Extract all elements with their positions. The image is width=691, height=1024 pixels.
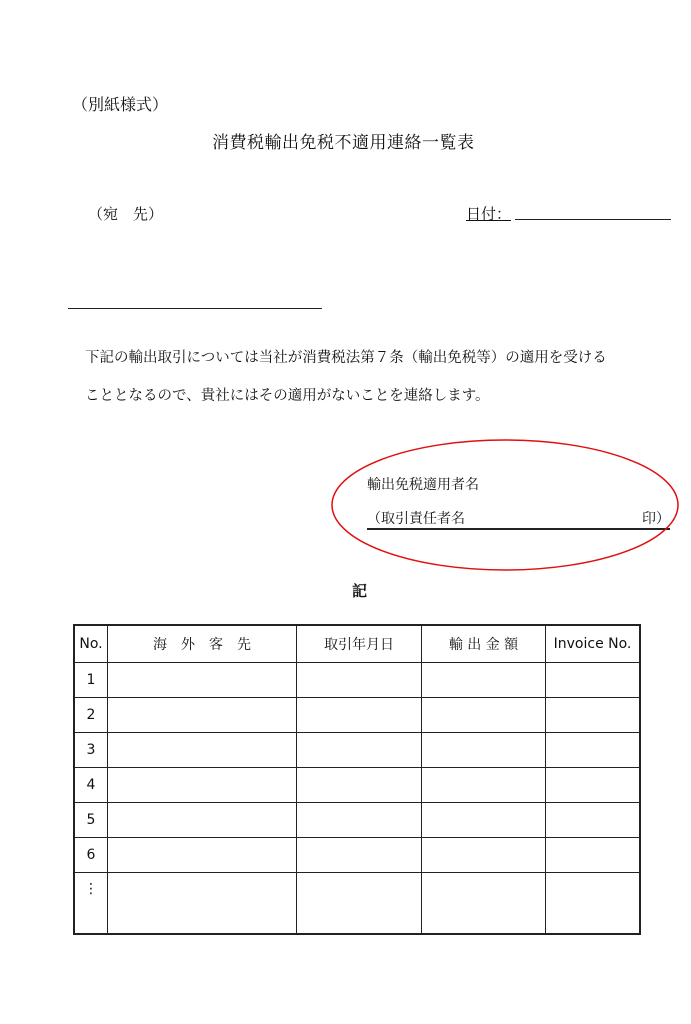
form-type-label: （別紙様式） — [72, 95, 169, 114]
row-number: 2 — [74, 698, 108, 733]
table-cell[interactable] — [546, 698, 641, 733]
responsible-person-label: （取引責任者名 — [367, 511, 465, 527]
table-cell[interactable] — [108, 838, 297, 873]
table-cell[interactable] — [297, 663, 422, 698]
table-cell[interactable] — [546, 838, 641, 873]
table-header-row — [74, 625, 640, 663]
table-cell[interactable] — [108, 768, 297, 803]
table-cell[interactable] — [297, 733, 422, 768]
table-cell[interactable] — [422, 663, 546, 698]
addressee-label: （宛 先） — [88, 205, 164, 223]
applicant-name-label: 輸出免税適用者名 — [367, 477, 479, 493]
header-export-amount: 輸 出 金 額 — [422, 625, 546, 663]
table-cell[interactable] — [422, 698, 546, 733]
header-overseas-customer: 海 外 客 先 — [108, 625, 297, 663]
table-row — [74, 838, 640, 873]
addressee-field-line[interactable] — [68, 308, 322, 309]
header-transaction-date: 取引年月日 — [297, 625, 422, 663]
table-row — [74, 698, 640, 733]
table-cell[interactable] — [108, 803, 297, 838]
table-cell[interactable] — [108, 873, 297, 935]
table-cell[interactable] — [108, 733, 297, 768]
responsible-person-field[interactable] — [367, 508, 670, 530]
table-cell[interactable] — [297, 803, 422, 838]
table-cell[interactable] — [546, 768, 641, 803]
table-cell[interactable] — [422, 873, 546, 935]
table-cell[interactable] — [546, 663, 641, 698]
table-row — [74, 803, 640, 838]
row-number: 4 — [74, 768, 108, 803]
table-cell[interactable] — [108, 663, 297, 698]
row-number: 6 — [74, 838, 108, 873]
document-title: 消費税輸出免税不適用連絡一覧表 — [212, 133, 475, 153]
row-number: ⋮ — [74, 873, 108, 935]
header-no: No. — [74, 625, 108, 663]
table-row — [74, 873, 640, 935]
table-cell[interactable] — [108, 698, 297, 733]
table-cell[interactable] — [297, 873, 422, 935]
row-number: 5 — [74, 803, 108, 838]
table-cell[interactable] — [546, 803, 641, 838]
table-cell[interactable] — [546, 733, 641, 768]
export-transactions-table — [73, 624, 641, 935]
row-number: 3 — [74, 733, 108, 768]
table-row — [74, 733, 640, 768]
table-cell[interactable] — [297, 698, 422, 733]
table-cell[interactable] — [297, 768, 422, 803]
date-label: 日付： — [466, 205, 512, 223]
header-invoice-no: Invoice No. — [546, 625, 641, 663]
row-number: 1 — [74, 663, 108, 698]
body-text-line-1: 下記の輸出取引については当社が消費税法第７条（輸出免税等）の適用を受ける — [85, 350, 607, 366]
table-cell[interactable] — [422, 838, 546, 873]
table-row — [74, 663, 640, 698]
table-cell[interactable] — [422, 768, 546, 803]
body-text-line-2: こととなるので、貴社にはその適用がないことを連絡します。 — [85, 388, 490, 404]
table-cell[interactable] — [422, 803, 546, 838]
date-field-line[interactable] — [515, 219, 671, 220]
table-cell[interactable] — [422, 733, 546, 768]
table-row — [74, 768, 640, 803]
seal-label: 印） — [642, 511, 670, 527]
table-cell[interactable] — [297, 838, 422, 873]
record-heading: 記 — [352, 582, 368, 600]
table-cell[interactable] — [546, 873, 641, 935]
